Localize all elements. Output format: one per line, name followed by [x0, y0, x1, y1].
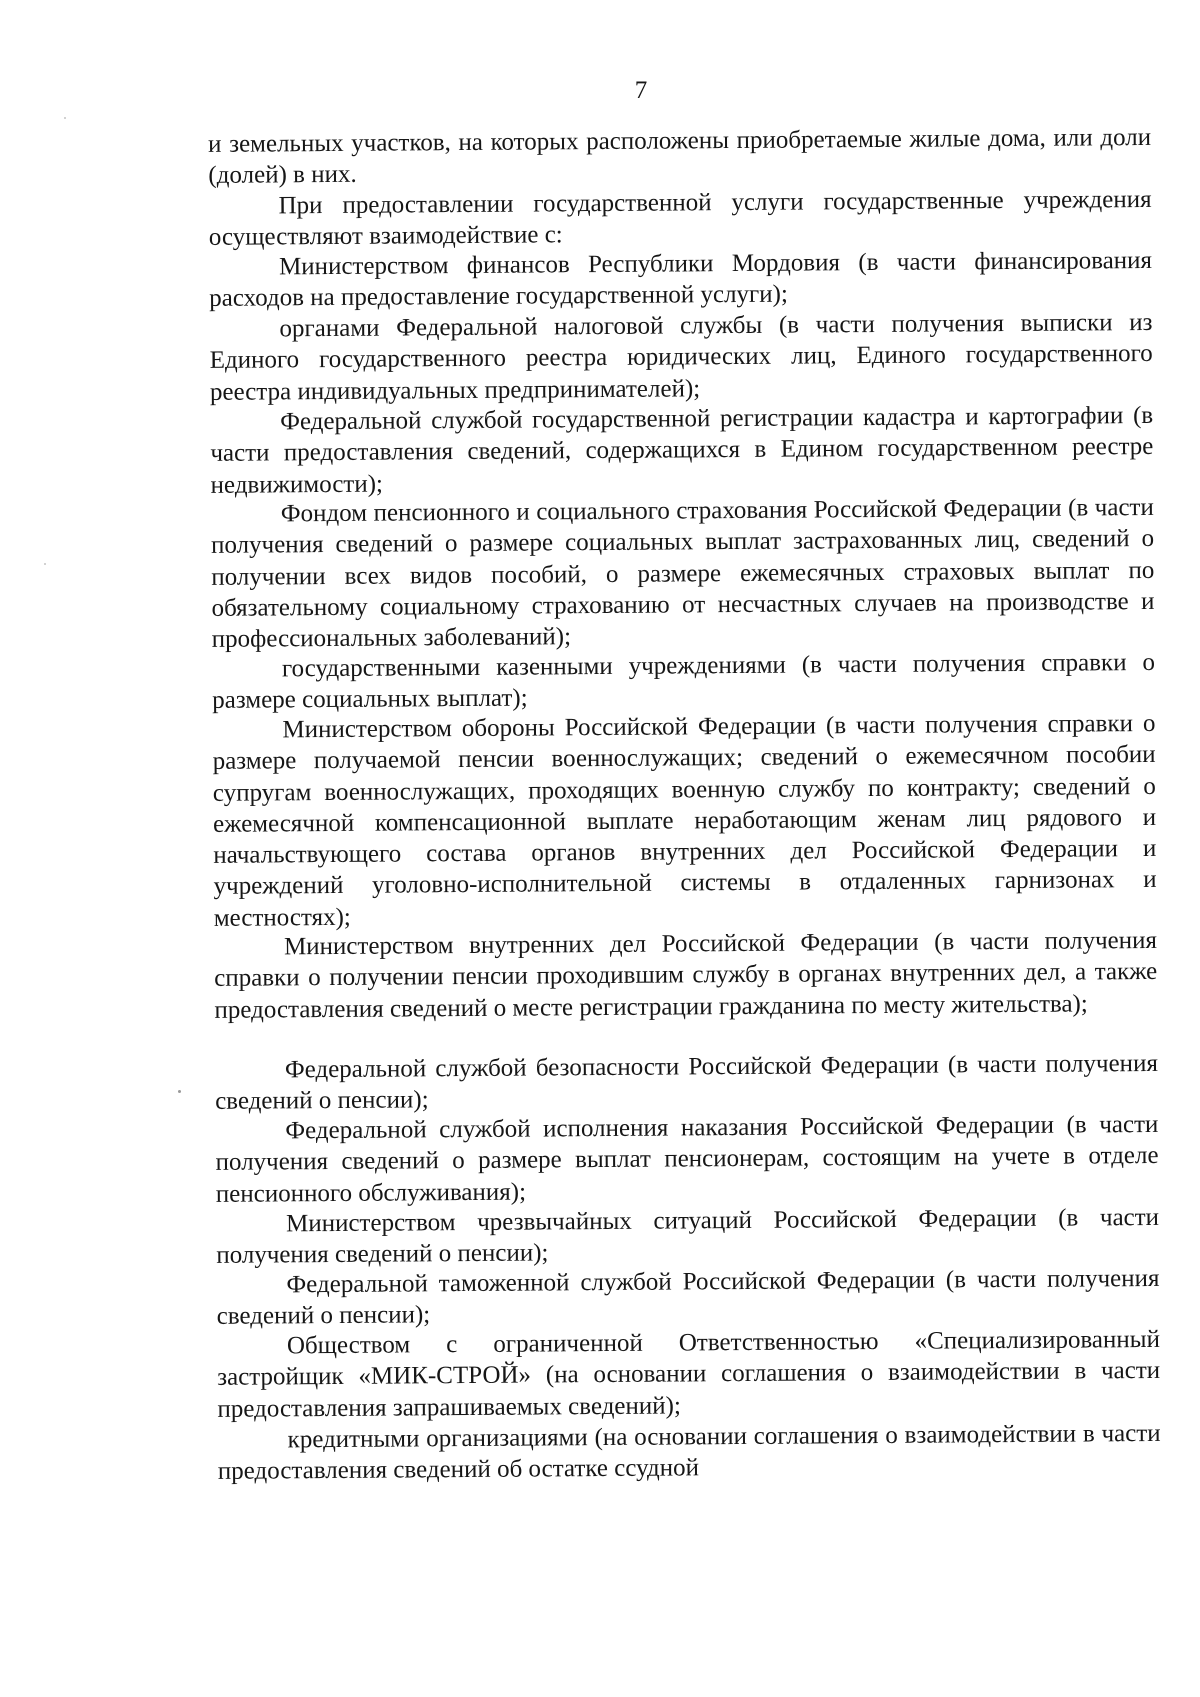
paragraph: кредитными организациями (на основании соглашения о взаимодействии в части предоставления сведений об остатке ссудной [217, 1419, 1161, 1486]
paragraph: Обществом с ограниченной Ответственностью «Специализированный застройщик «МИК-СТРОЙ» (на основании соглашения о взаимодействии в части предоставления запрашиваемых сведений); [217, 1325, 1161, 1423]
paragraph: Федеральной службой исполнения наказания Российской Федерации (в части получения сведений о размере выплат пенсионерам, состоящим на учете в отделе пенсионного обслуживания); [215, 1110, 1159, 1208]
scan-speck [178, 1090, 181, 1093]
paragraph: При предоставлении государственной услуги государственные учреждения осуществляют взаимодействие с: [208, 185, 1152, 252]
paragraph: Министерством финансов Республики Мордовия (в части финансирования расходов на предоставление государственной услуги); [209, 246, 1153, 313]
paragraph: Министерством внутренних дел Российской Федерации (в части получения справки о получении пенсии проходившим службу в органах внутренних дел, а также предоставления сведений о месте регистрации гражданина по месту жительства); [214, 926, 1158, 1024]
paragraph: Федеральной службой государственной регистрации кадастра и картографии (в части предоставления сведений, содержащихся в Едином государственном реестре недвижимости); [210, 401, 1154, 499]
paragraph: Министерством обороны Российской Федерации (в части получения справки о размере получаемой пенсии военнослужащих; сведений о ежемесячном пособии супругам военнослужащих, проходящих военную службу по контракту; сведений о ежемесячной компенсационной выплате неработающим женам лиц рядового и начальствующего состава органов внутренних дел Российской Федерации и учреждений уголовно-исполнительной системы в отдаленных гарнизонах и местностях); [212, 709, 1157, 932]
paragraph: Федеральной службой безопасности Российской Федерации (в части получения сведений о пенсии); [215, 1049, 1158, 1116]
body-text [0, 122, 1200, 1631]
paragraph: Фондом пенсионного и социального страхования Российской Федерации (в части получения сведений о размере социальных выплат застрахованных лиц, сведений о получении всех видов пособий, о размере ежемесячных страховых выплат по обязательному социальному страхованию от несчастных случаев на производстве и профессиональных заболеваний); [210, 493, 1155, 654]
paragraph: Федеральной таможенной службой Российской Федерации (в части получения сведений о пенсии); [216, 1264, 1160, 1331]
scan-speck [44, 563, 46, 565]
page-number: 7 [634, 77, 648, 104]
paragraph: и земельных участков, на которых расположены приобретаемые жилые дома, или доли (долей) в них. [208, 123, 1152, 190]
paragraph: Министерством чрезвычайных ситуаций Российской Федерации (в части получения сведений о пенсии); [216, 1203, 1160, 1270]
paragraph: органами Федеральной налоговой службы (в части получения выписки из Единого государственного реестра юридических лиц, Единого государственного реестра индивидуальных предпринимателей); [209, 308, 1153, 406]
paragraph: государственными казенными учреждениями (в части получения справки о размере социальных выплат); [212, 648, 1156, 715]
scan-speck [64, 117, 66, 119]
